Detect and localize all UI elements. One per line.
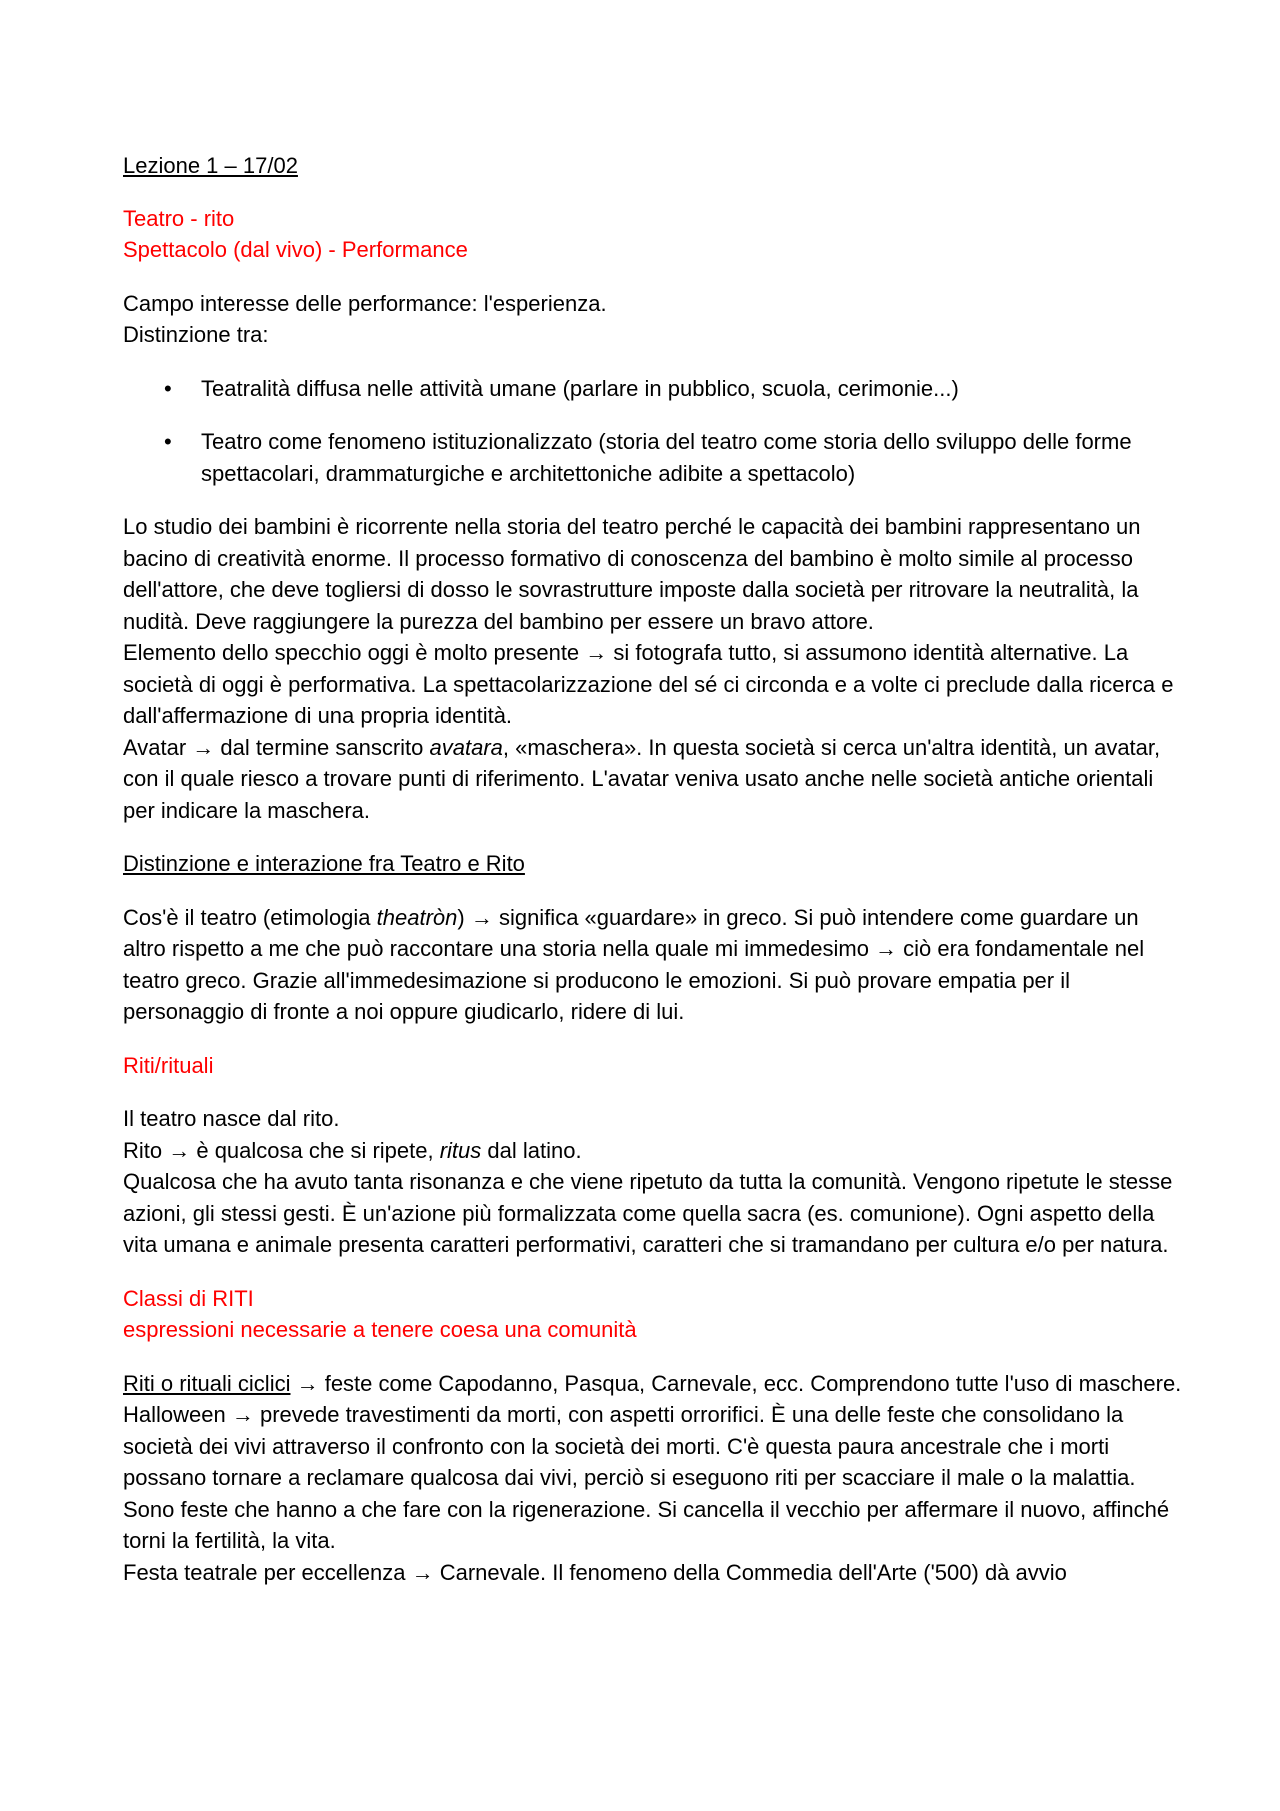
text-run: ) → significa «guardare» in greco. Si può intendere come guardare un altro rispetto a me che può raccontare una storia nella quale mi immedesimo → ciò era fondamentale nel teatro greco. Grazie all'immedesimazione si producono le emozioni. Si può provare empatia per il personaggio di fronte a noi oppure giudicarlo, ridere di lui. bbox=[123, 904, 1145, 1024]
paragraph-ciclici bbox=[123, 1368, 1183, 1494]
term-riti-ciclici: Riti o rituali ciclici bbox=[123, 1370, 291, 1396]
paragraph-bambini: Lo studio dei bambini è ricorrente nella storia del teatro perché le capacità dei bambini rappresentano un bacino di creatività enorme. Il processo formativo di conoscenza del bambino è molto simile al processo dell'attore, che deve togliersi di dosso le sovrastrutture imposte dalla società per ritrovare la neutralità, la nudità. Deve raggiungere la purezza del bambino per essere un bravo attore. bbox=[123, 514, 1141, 634]
heading-riti: Riti/rituali bbox=[123, 1052, 214, 1078]
italic-term: avatara bbox=[429, 734, 503, 760]
text-run: Rito → è qualcosa che si ripete, bbox=[123, 1137, 440, 1163]
paragraph-specchio: Elemento dello specchio oggi è molto presente → si fotografa tutto, si assumono identità alternative. La società di oggi è performativa. La spettacolarizzazione del sé ci circonda e a volte ci preclude dalla ricerca e dall'affermazione di una propria identità. bbox=[123, 640, 1174, 728]
text-run: Cos'è il teatro (etimologia bbox=[123, 904, 377, 930]
document-body bbox=[123, 150, 1183, 1588]
text-run: → feste come Capodanno, Pasqua, Carnevale, ecc. Comprendono tutte l'uso di maschere. Halloween → prevede travestimenti da morti, con aspetti orrorifici. È una delle feste che consolidano la società dei vivi attraverso il confronto con la società dei morti. C'è questa paura ancestrale che i morti possano tornare a reclamare qualcosa dai vivi, perciò si eseguono riti per scacciare il male o la malattia. bbox=[123, 1370, 1182, 1490]
italic-term: ritus bbox=[439, 1137, 482, 1163]
lesson-title: Lezione 1 – 17/02 bbox=[123, 153, 298, 178]
heading-classi-riti: Classi di RITI bbox=[123, 1285, 254, 1311]
paragraph-teatro bbox=[123, 902, 1183, 1028]
italic-term: theatròn bbox=[376, 904, 458, 930]
intro-block bbox=[123, 288, 1183, 351]
text-run: dal latino. bbox=[481, 1137, 582, 1163]
intro-line: Campo interesse delle performance: l'esperienza. bbox=[123, 290, 607, 316]
heading-teatro-rito: Teatro - rito bbox=[123, 205, 235, 231]
red-heading-classi bbox=[123, 1283, 1183, 1346]
paragraph-rigenerazione: Sono feste che hanno a che fare con la rigenerazione. Si cancella il vecchio per affermare il nuovo, affinché torni la fertilità, la vita. bbox=[123, 1496, 1170, 1553]
list-item: • Teatralità diffusa nelle attività umane (parlare in pubblico, scuola, cerimonie...) bbox=[123, 373, 1183, 405]
red-heading-block bbox=[123, 203, 1183, 266]
ciclici-block bbox=[123, 1368, 1183, 1589]
intro-line: Distinzione tra: bbox=[123, 322, 269, 347]
paragraph-riti: Qualcosa che ha avuto tanta risonanza e che viene ripetuto da tutta la comunità. Vengono ripetute le stesse azioni, gli stessi gesti. È un'azione più formalizzata come quella sacra (es. comunione). Ogni aspetto della vita umana e animale presenta caratteri performativi, caratteri che si tramandano per cultura e/o per natura. bbox=[123, 1169, 1173, 1257]
paragraph-block-bambini bbox=[123, 511, 1183, 826]
text-run: , «maschera». In questa società si cerca un'altra identità, un avatar, con il quale riesco a trovare punti di riferimento. L'avatar veniva usato anche nelle società antiche orientali per indicare la maschera. bbox=[123, 734, 1161, 823]
heading-espressioni: espressioni necessarie a tenere coesa una comunità bbox=[123, 1317, 637, 1342]
riti-line bbox=[123, 1135, 1183, 1167]
list-item: • Teatro come fenomeno istituzionalizzato (storia del teatro come storia dello sviluppo delle forme spettacolari, drammaturgiche e architettoniche adibite a spettacolo) bbox=[123, 426, 1183, 489]
riti-line: Il teatro nasce dal rito. bbox=[123, 1106, 340, 1131]
heading-spettacolo: Spettacolo (dal vivo) - Performance bbox=[123, 237, 468, 262]
text-run: Avatar → dal termine sanscrito bbox=[123, 734, 430, 760]
paragraph-avatar bbox=[123, 732, 1183, 827]
section-heading-distinzione: Distinzione e interazione fra Teatro e Rito bbox=[123, 851, 525, 876]
distinction-list bbox=[123, 373, 1183, 490]
paragraph-carnevale: Festa teatrale per eccellenza → Carnevale. Il fenomeno della Commedia dell'Arte ('500) dà avvio bbox=[123, 1559, 1067, 1585]
riti-block bbox=[123, 1103, 1183, 1261]
